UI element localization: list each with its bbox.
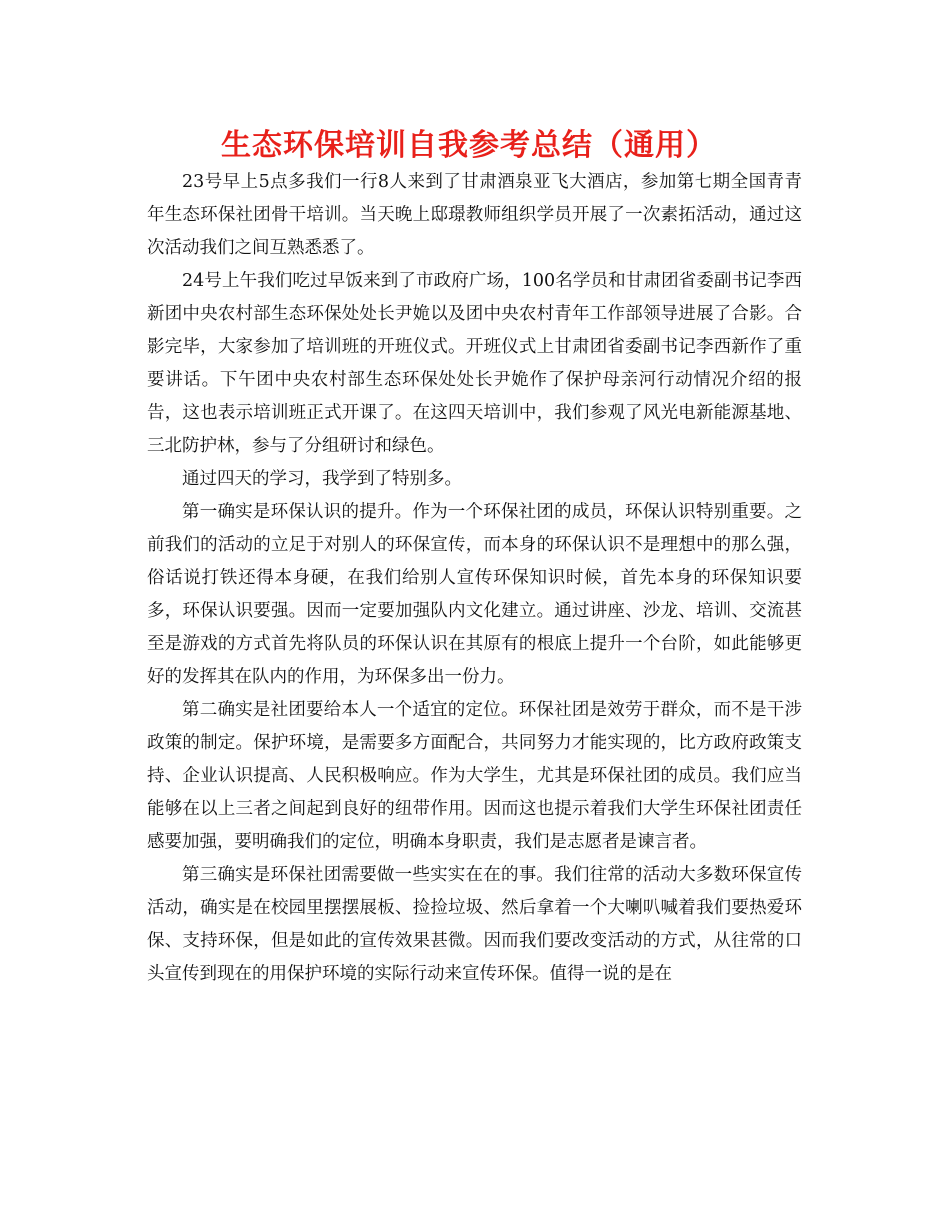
document-title: 生态环保培训自我参考总结（通用）	[221, 128, 717, 163]
paragraph-5: 第二确实是社团要给本人一个适宜的定位。环保社团是效劳于群众，而不是干涉政策的制定。保护环境，是需要多方面配合，共同努力才能实现的，比方政府政策支持、企业认识提高、人民积极响应。作为大学生，尤其是环保社团的成员。我们应当能够在以上三者之间起到良好的纽带作用。因而这也提示着我们大学生环保社团责任感要加强，要明确我们的定位，明确本身职责，我们是志愿者是谏言者。	[147, 700, 802, 852]
paragraph-3: 通过四天的学习，我学到了特别多。	[182, 469, 462, 489]
document-body	[147, 166, 802, 991]
paragraph-1: 23号早上5点多我们一行8人来到了甘肃酒泉亚飞大酒店，参加第七期全国青青年生态环保社团骨干培训。当天晚上邸璟教师组织学员开展了一次素拓活动，通过这次活动我们之间互熟悉悉了。	[147, 172, 802, 258]
paragraph-2: 24号上午我们吃过早饭来到了市政府广场，100名学员和甘肃团省委副书记李西新团中央农村部生态环保处处长尹姽以及团中央农村青年工作部领导进展了合影。合影完毕，大家参加了培训班的开班仪式。开班仪式上甘肃团省委副书记李西新作了重要讲话。下午团中央农村部生态环保处处长尹姽作了保护母亲河行动情况介绍的报告，这也表示培训班正式开课了。在这四天培训中，我们参观了风光电新能源基地、三北防护林，参与了分组研讨和绿色。	[147, 271, 802, 456]
paragraph-6: 第三确实是环保社团需要做一些实实在在的事。我们往常的活动大多数环保宣传活动，确实是在校园里摆摆展板、捡捡垃圾、然后拿着一个大喇叭喊着我们要热爱环保、支持环保，但是如此的宣传效果甚微。因而我们要改变活动的方式，从往常的口头宣传到现在的用保护环境的实际行动来宣传环保。值得一说的是在	[147, 865, 802, 984]
paragraph-4: 第一确实是环保认识的提升。作为一个环保社团的成员，环保认识特别重要。之前我们的活动的立足于对别人的环保宣传，而本身的环保认识不是理想中的那么强，俗话说打铁还得本身硬，在我们给别人宣传环保知识时候，首先本身的环保知识要多，环保认识要强。因而一定要加强队内文化建立。通过讲座、沙龙、培训、交流甚至是游戏的方式首先将队员的环保认识在其原有的根底上提升一个台阶，如此能够更好的发挥其在队内的作用，为环保多出一份力。	[147, 502, 802, 687]
